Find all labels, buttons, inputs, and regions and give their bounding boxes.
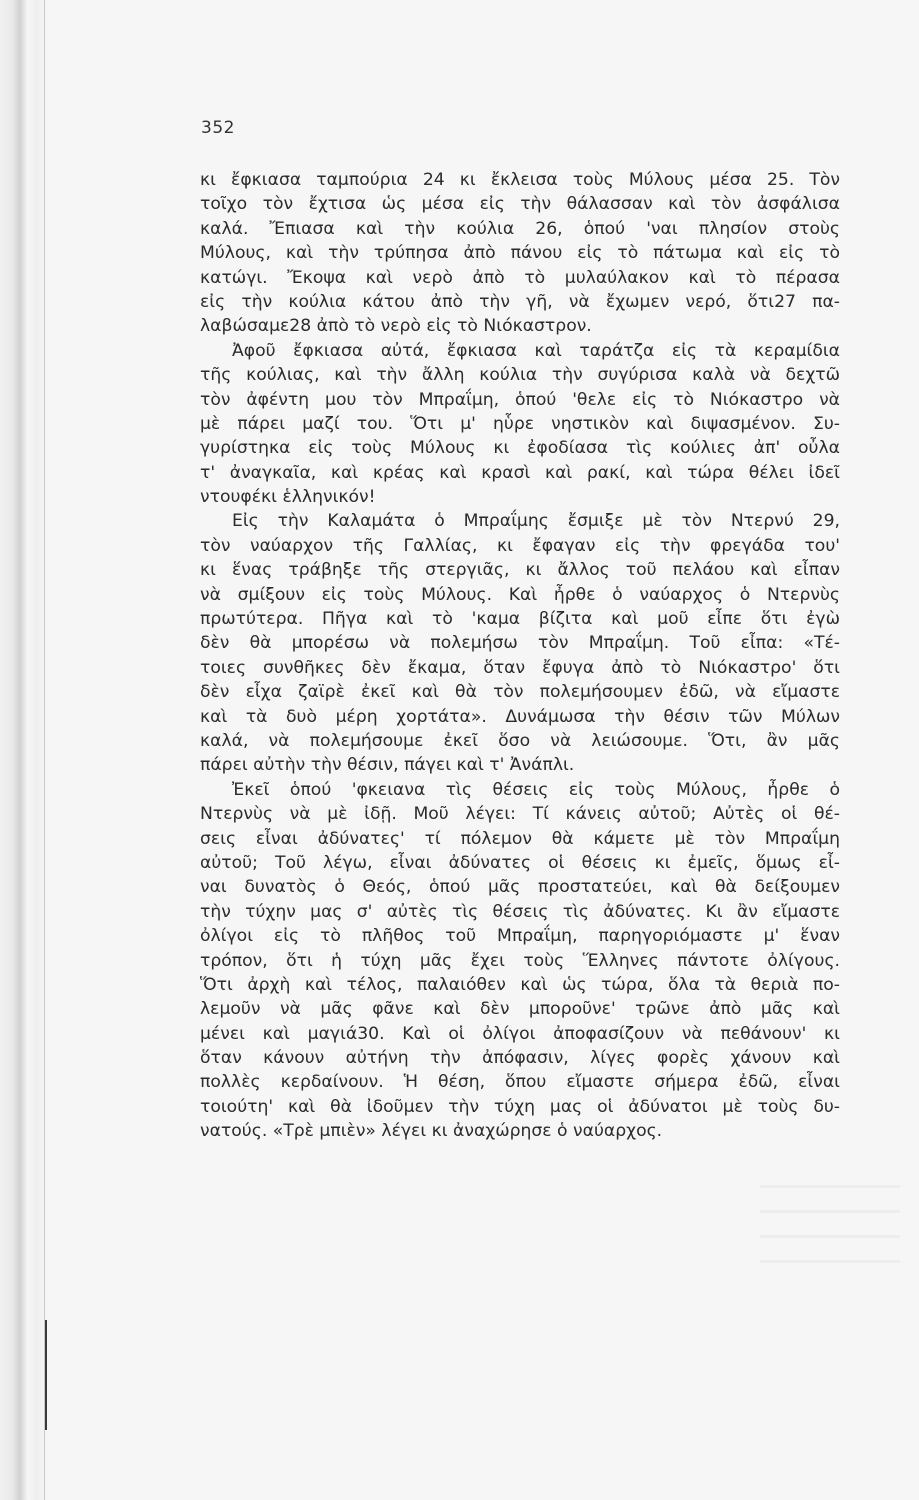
text-line: Μύλους, καὶ τὴν τρύπησα ἀπὸ πάνου εἰς τὸ πάτωμα καὶ εἰς τὸ: [200, 243, 840, 264]
text-line: τῆς κούλιας, καὶ τὴν ἄλλη κούλια τὴν συγύρισα καλὰ νὰ δεχτῶ: [200, 365, 840, 386]
text-line: αὐτοῦ; Τοῦ λέγω, εἶναι ἀδύνατες οἱ θέσεις κι ἐμεῖς, ὅμως εἶ-: [200, 852, 840, 873]
text-line: νὰ σμίξουν εἰς τοὺς Μύλους. Καὶ ἦρθε ὁ ναύαρχος ὁ Ντερνὺς: [200, 584, 840, 605]
text-line: τοιούτη' καὶ θὰ ἰδοῦμεν τὴν τύχη μας οἱ ἀδύνατοι μὲ τοὺς δυ-: [200, 1096, 840, 1117]
text-line: τρόπον, ὅτι ἡ τύχη μᾶς ἔχει τοὺς Ἕλληνες πάντοτε ὀλίγους.: [200, 950, 840, 971]
text-line: δὲν θὰ μπορέσω νὰ πολεμήσω τὸν Μπραΐμη. Τοῦ εἶπα: «Τέ-: [200, 633, 840, 654]
text-line: λεμοῦν νὰ μᾶς φᾶνε καὶ δὲν μποροῦνε' τρῶνε ἀπὸ μᾶς καὶ: [200, 999, 840, 1020]
text-line: γυρίστηκα εἰς τοὺς Μύλους κι ἐφοδίασα τὶς κούλιες ἀπ' οὖλα: [200, 438, 840, 459]
text-line: νατούς. «Τρὲ μπιὲν» λέγει κι ἀναχώρησε ὁ ναύαρχος.: [200, 1121, 663, 1142]
text-line: καλά, νὰ πολεμήσουμε ἐκεῖ ὅσο νὰ λειώσουμε. Ὅτι, ἂν μᾶς: [200, 730, 840, 751]
text-line: μένει καὶ μαγιά30. Καὶ οἱ ὀλίγοι ἀποφασίζουν νὰ πεθάνουν' κι: [200, 1023, 840, 1044]
text-line: τὸν ἀφέντη μου τὸν Μπραΐμη, ὁπού 'θελε εἰς τὸ Νιόκαστρο νὰ: [200, 389, 840, 410]
text-line: τὸν ναύαρχον τῆς Γαλλίας, κι ἔφαγαν εἰς τὴν φρεγάδα του': [200, 535, 840, 556]
text-line: ὅταν κάνουν αὐτήνη τὴν ἀπόφασιν, λίγες φορὲς χάνουν καὶ: [200, 1048, 840, 1069]
text-line: Ὅτι ἀρχὴ καὶ τέλος, παλαιόθεν καὶ ὡς τώρα, ὅλα τὰ θεριὰ πο-: [200, 974, 840, 995]
paragraph-start-line: Εἰς τὴν Καλαμάτα ὁ Μπραΐμης ἔσμιξε μὲ τὸν Ντερνύ 29,: [232, 511, 840, 532]
text-line: εἰς τὴν κούλια κάτου ἀπὸ τὴν γῆ, νὰ ἔχωμεν νερό, ὅτι27 πα-: [200, 291, 840, 312]
text-line: τὴν τύχην μας σ' αὐτὲς τὶς θέσεις τὶς ἀδύνατες. Κι ἂν εἴμαστε: [200, 901, 840, 922]
text-line: ντουφέκι ἑλληνικόν!: [200, 487, 376, 508]
bleed-through-shadow: [760, 1185, 900, 1275]
text-line: δὲν εἶχα ζαϊρὲ ἐκεῖ καὶ θὰ τὸν πολεμήσουμεν ἐδῶ, νὰ εἴμαστε: [200, 682, 840, 703]
text-line: καλά. Ἔπιασα καὶ τὴν κούλια 26, ὁπού 'ναι πλησίον στοὺς: [200, 218, 840, 239]
text-line: καὶ τὰ δυὸ μέρη χορτάτα». Δυνάμωσα τὴν θέσιν τῶν Μύλων: [200, 706, 840, 727]
text-line: τοιες συνθῆκες δὲν ἔκαμα, ὅταν ἔφυγα ἀπὸ τὸ Νιόκαστρο' ὅτι: [200, 657, 840, 678]
body-text: [200, 168, 840, 1144]
binding-mark: [45, 1320, 47, 1430]
text-line: ναι δυνατὸς ὁ Θεός, ὁπού μᾶς προστατεύει, καὶ θὰ δείξουμεν: [200, 877, 840, 898]
text-line: κι ἔφκιασα ταμπούρια 24 κι ἔκλεισα τοὺς Μύλους μέσα 25. Τὸν: [200, 170, 840, 190]
text-line: σεις εἶναι ἀδύνατες' τί πόλεμον θὰ κάμετε μὲ τὸν Μπραΐμη: [200, 828, 840, 849]
text-line: κι ἕνας τράβηξε τῆς στεργιᾶς, κι ἄλλος τοῦ πελάου καὶ εἶπαν: [200, 560, 840, 581]
text-line: κατώγι. Ἔκοψα καὶ νερὸ ἀπὸ τὸ μυλαύλακον καὶ τὸ πέρασα: [200, 267, 840, 288]
text-line: λαβώσαμε28 ἀπὸ τὸ νερὸ εἰς τὸ Νιόκαστρον.: [200, 316, 592, 337]
text-line: μὲ πάρει μαζί του. Ὅτι μ' ηὗρε νηστικὸν καὶ διψασμένον. Συ-: [200, 413, 840, 434]
text-line: ὀλίγοι εἰς τὸ πλῆθος τοῦ Μπραΐμη, παρηγοριόμαστε μ' ἕναν: [200, 926, 840, 947]
text-line: τοῖχο τὸν ἔχτισα ὡς μέσα εἰς τὴν θάλασσαν καὶ τὸν ἀσφάλισα: [200, 194, 840, 215]
text-line: Ντερνὺς νὰ μὲ ἰδῇ. Μοῦ λέγει: Τί κάνεις αὐτοῦ; Αὐτὲς οἱ θέ-: [200, 804, 840, 825]
paragraph-start-line: Ἐκεῖ ὁπού 'φκειανα τὶς θέσεις εἰς τοὺς Μύλους, ἦρθε ὁ: [232, 779, 840, 800]
text-line: τ' ἀναγκαῖα, καὶ κρέας καὶ κρασὶ καὶ ρακί, καὶ τώρα θέλει ἰδεῖ: [200, 462, 840, 483]
text-line: πολλὲς κερδαίνουν. Ἡ θέση, ὅπου εἴμαστε σήμερα ἐδῶ, εἶναι: [200, 1072, 840, 1093]
page-number: 352: [201, 118, 235, 138]
book-spine-shadow: [0, 0, 44, 1500]
text-line: πρωτύτερα. Πῆγα καὶ τὸ 'καμα βίζιτα καὶ μοῦ εἶπε ὅτι ἐγὼ: [200, 609, 840, 630]
paragraph-start-line: Ἀφοῦ ἔφκιασα αὐτά, ἔφκιασα καὶ ταράτζα εἰς τὰ κεραμίδια: [232, 340, 840, 361]
text-line: πάρει αὐτὴν τὴν θέσιν, πάγει καὶ τ' Ἀνάπλι.: [200, 755, 575, 776]
